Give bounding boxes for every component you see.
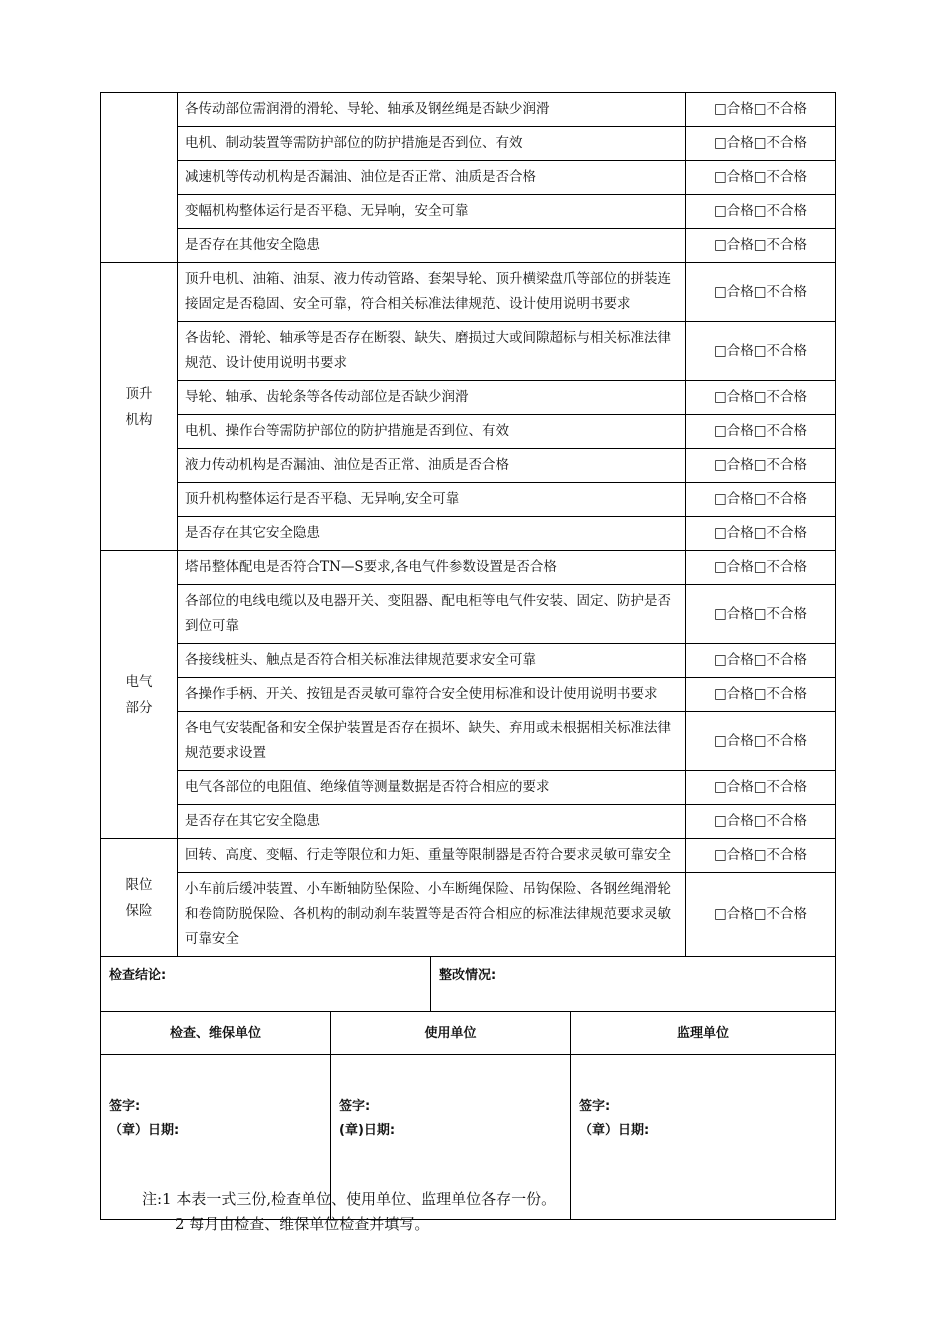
check-item: 变幅机构整体运行是否平稳、无异响，安全可靠 [178,195,686,229]
result-checkbox[interactable]: □合格□不合格 [686,93,836,127]
check-item: 减速机等传动机构是否漏油、油位是否正常、油质是否合格 [178,161,686,195]
result-checkbox[interactable]: □合格□不合格 [686,381,836,415]
check-item: 各操作手柄、开关、按钮是否灵敏可靠符合安全使用标准和设计使用说明书要求 [178,678,686,712]
note-1: 注:1 本表一式三份,检查单位、使用单位、监理单位各存一份。 [142,1190,557,1208]
result-checkbox[interactable]: □合格□不合格 [686,805,836,839]
table-row [101,678,836,712]
result-checkbox[interactable]: □合格□不合格 [686,873,836,957]
units-header-row [101,1012,836,1055]
check-item: 电气各部位的电阻值、绝缘值等测量数据是否符合相应的要求 [178,771,686,805]
inspection-table [100,92,836,957]
sign-label: 签字: [109,1099,141,1114]
result-checkbox[interactable]: □合格□不合格 [686,195,836,229]
unit-header-inspection: 检查、维保单位 [101,1012,331,1055]
table-row [101,263,836,322]
category-cell [101,93,178,263]
notes [142,1187,556,1237]
result-checkbox[interactable]: □合格□不合格 [686,415,836,449]
category-electrical [101,551,178,839]
table-row [101,415,836,449]
check-item: 各齿轮、滑轮、轴承等是否存在断裂、缺失、磨损过大或间隙超标与相关标准法律规范、设计使用说明书要求 [178,322,686,381]
result-checkbox[interactable]: □合格□不合格 [686,322,836,381]
table-row [101,644,836,678]
result-checkbox[interactable]: □合格□不合格 [686,517,836,551]
check-item: 液力传动机构是否漏油、油位是否正常、油质是否合格 [178,449,686,483]
table-row [101,195,836,229]
table-row [101,127,836,161]
check-item: 各传动部位需润滑的滑轮、导轮、轴承及钢丝绳是否缺少润滑 [178,93,686,127]
result-checkbox[interactable]: □合格□不合格 [686,678,836,712]
date-label: （章）日期: [579,1123,650,1138]
rectify-label: 整改情况: [439,968,497,983]
table-row [101,229,836,263]
category-label: 保险 [125,902,153,919]
table-row [101,551,836,585]
unit-header-user: 使用单位 [331,1012,571,1055]
date-label: (章)日期: [339,1123,396,1138]
category-label: 部分 [125,699,153,716]
signature-table [100,956,836,1012]
check-item: 电机、操作台等需防护部位的防护措施是否到位、有效 [178,415,686,449]
category-limit [101,839,178,957]
result-checkbox[interactable]: □合格□不合格 [686,771,836,805]
conclusion-row [101,957,836,1012]
note-2: 2 每月由检查、维保单位检查并填写。 [175,1215,430,1233]
table-row [101,771,836,805]
result-checkbox[interactable]: □合格□不合格 [686,229,836,263]
result-checkbox[interactable]: □合格□不合格 [686,127,836,161]
table-row [101,517,836,551]
result-checkbox[interactable]: □合格□不合格 [686,644,836,678]
inspection-form [100,92,835,1220]
unit-header-supervisor: 监理单位 [571,1012,836,1055]
check-item: 顶升机构整体运行是否平稳、无异响,安全可靠 [178,483,686,517]
result-checkbox[interactable]: □合格□不合格 [686,551,836,585]
table-row [101,585,836,644]
check-item: 小车前后缓冲装置、小车断轴防坠保险、小车断绳保险、吊钩保险、各钢丝绳滑轮和卷筒防脱保险、各机构的制动刹车装置等是否符合相应的标准法律规范要求灵敏可靠安全 [178,873,686,957]
category-label: 电气 [125,673,153,690]
check-item: 是否存在其它安全隐患 [178,805,686,839]
rectify-field[interactable] [431,957,836,1012]
category-label: 机构 [125,411,153,428]
sign-label: 签字: [339,1099,371,1114]
date-label: （章）日期: [109,1123,180,1138]
table-row [101,322,836,381]
table-row [101,93,836,127]
check-item: 塔吊整体配电是否符合TN—S要求,各电气件参数设置是否合格 [178,551,686,585]
category-label: 顶升 [125,385,153,402]
result-checkbox[interactable]: □合格□不合格 [686,449,836,483]
table-row [101,839,836,873]
check-item: 顶升电机、油箱、油泵、液力传动管路、套架导轮、顶升横梁盘爪等部位的拼装连接固定是否稳固、安全可靠，符合相关标准法律规范、设计使用说明书要求 [178,263,686,322]
check-item: 各接线桩头、触点是否符合相关标准法律规范要求安全可靠 [178,644,686,678]
check-item: 电机、制动装置等需防护部位的防护措施是否到位、有效 [178,127,686,161]
table-row [101,805,836,839]
result-checkbox[interactable]: □合格□不合格 [686,839,836,873]
result-checkbox[interactable]: □合格□不合格 [686,712,836,771]
table-row [101,483,836,517]
conclusion-label: 检查结论: [109,968,167,983]
table-row [101,873,836,957]
check-item: 导轮、轴承、齿轮条等各传动部位是否缺少润滑 [178,381,686,415]
category-jacking [101,263,178,551]
result-checkbox[interactable]: □合格□不合格 [686,263,836,322]
check-item: 是否存在其它安全隐患 [178,517,686,551]
table-row [101,712,836,771]
result-checkbox[interactable]: □合格□不合格 [686,161,836,195]
category-label: 限位 [125,876,153,893]
table-row [101,449,836,483]
check-item: 回转、高度、变幅、行走等限位和力矩、重量等限制器是否符合要求灵敏可靠安全 [178,839,686,873]
check-item: 是否存在其他安全隐患 [178,229,686,263]
table-row [101,161,836,195]
check-item: 各部位的电线电缆以及电器开关、变阻器、配电柜等电气件安装、固定、防护是否到位可靠 [178,585,686,644]
result-checkbox[interactable]: □合格□不合格 [686,585,836,644]
table-row [101,381,836,415]
signature-cell-supervisor[interactable] [571,1055,836,1220]
conclusion-field[interactable] [101,957,431,1012]
result-checkbox[interactable]: □合格□不合格 [686,483,836,517]
sign-label: 签字: [579,1099,611,1114]
check-item: 各电气安装配备和安全保护装置是否存在损坏、缺失、弃用或未根据相关标准法律规范要求设置 [178,712,686,771]
